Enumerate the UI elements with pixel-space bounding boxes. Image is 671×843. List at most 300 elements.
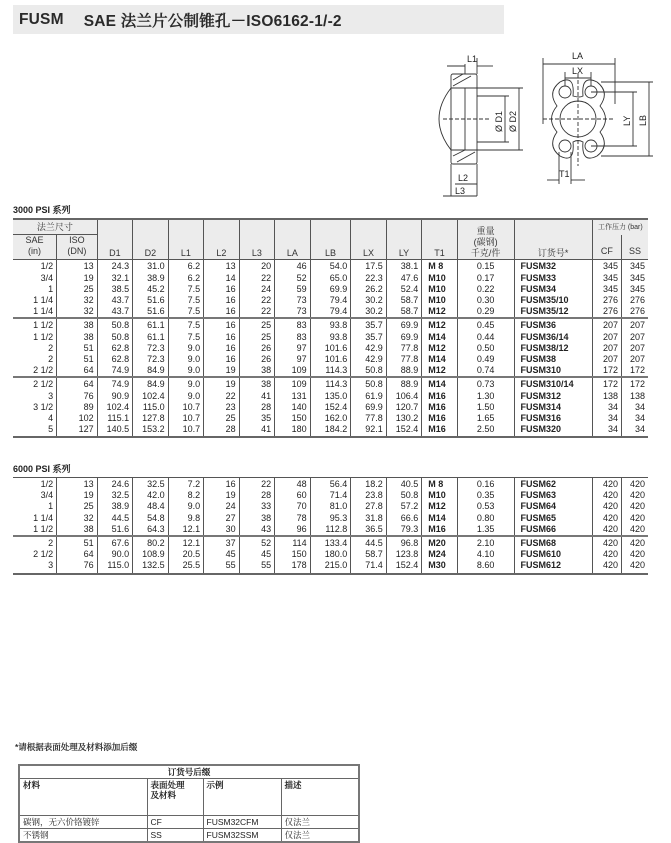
cell-order-no: FUSM66	[514, 524, 592, 536]
cell-order-no: FUSM35/10	[514, 295, 592, 306]
cell-lb: 81.0	[310, 501, 351, 512]
cell-order-no: FUSM65	[514, 513, 592, 524]
cell-d2: 102.4	[133, 391, 169, 402]
cell-d2: 61.1	[133, 332, 169, 343]
cell-sae: 2 1/2	[13, 377, 57, 390]
header-sae-unit: (in)	[28, 246, 42, 257]
cell-ss: 207	[622, 318, 648, 331]
cell-ss: 420	[622, 524, 648, 536]
cell-d1: 140.5	[97, 424, 133, 437]
table-row	[13, 413, 648, 424]
cell-la: 48	[275, 478, 311, 491]
cell-iso: 76	[57, 560, 98, 573]
cell-l3: 55	[239, 560, 275, 573]
cell-weight: 1.50	[457, 402, 514, 413]
cell-d1: 38.9	[97, 501, 133, 512]
cell-l2: 16	[204, 354, 240, 365]
cell-lb: 101.6	[310, 343, 351, 354]
header-weight-l1: 重量	[476, 225, 495, 236]
suffix-caption-row	[19, 765, 359, 779]
cell-cf: 345	[592, 260, 621, 273]
cell-ss: 172	[622, 377, 648, 390]
cell-ly: 69.9	[386, 332, 422, 343]
cell-l3: 25	[239, 332, 275, 343]
cell-iso: 25	[57, 501, 98, 512]
cell-ly: 57.2	[386, 501, 422, 512]
cell-iso: 38	[57, 524, 98, 536]
cell-order-no: FUSM612	[514, 560, 592, 573]
cell-d2: 32.5	[133, 478, 169, 491]
cell-la: 180	[275, 424, 311, 437]
header-working-pressure: 工作压力 (bar)	[592, 219, 648, 235]
cell-cf: 207	[592, 318, 621, 331]
cell-t1: M30	[422, 560, 458, 573]
cell-lb: 112.8	[310, 524, 351, 536]
cell-lx: 50.8	[351, 365, 387, 377]
header-l2: L2	[204, 219, 240, 260]
cell-ly: 77.8	[386, 354, 422, 365]
cell-lb: 180.0	[310, 549, 351, 560]
cell-la: 73	[275, 306, 311, 318]
cell-iso: 64	[57, 365, 98, 377]
cell-t1: M14	[422, 513, 458, 524]
cell-d2: 51.6	[133, 295, 169, 306]
cell-lx: 71.4	[351, 560, 387, 573]
cell-ss: 172	[622, 365, 648, 377]
cell-iso: 64	[57, 377, 98, 390]
cell-t1: M16	[422, 524, 458, 536]
cell-order-no: FUSM36/14	[514, 332, 592, 343]
cell-iso: 102	[57, 413, 98, 424]
cell-weight: 8.60	[457, 560, 514, 573]
suffix-code: SS	[147, 829, 203, 843]
cell-ly: 88.9	[386, 377, 422, 390]
cell-d1: 43.7	[97, 306, 133, 318]
cell-l3: 43	[239, 524, 275, 536]
cell-cf: 420	[592, 549, 621, 560]
suffix-row	[19, 816, 359, 829]
cell-cf: 138	[592, 391, 621, 402]
cell-weight: 0.45	[457, 318, 514, 331]
cell-t1: M12	[422, 501, 458, 512]
cell-t1: M16	[422, 424, 458, 437]
header-ss: SS	[622, 235, 648, 260]
table-row	[13, 501, 648, 512]
table-row	[13, 424, 648, 437]
header-weight-l2: (碳钢)	[473, 237, 498, 247]
cell-ss: 420	[622, 549, 648, 560]
cell-d1: 24.6	[97, 478, 133, 491]
cell-lx: 92.1	[351, 424, 387, 437]
cell-lx: 42.9	[351, 354, 387, 365]
cell-ss: 34	[622, 402, 648, 413]
cell-l1: 9.0	[168, 365, 204, 377]
cell-ly: 40.5	[386, 478, 422, 491]
table-row	[13, 260, 648, 273]
cell-l3: 52	[239, 536, 275, 549]
cell-lb: 133.4	[310, 536, 351, 549]
cell-weight: 0.16	[457, 478, 514, 491]
cell-ly: 52.4	[386, 284, 422, 295]
cell-sae: 3/4	[13, 273, 57, 284]
cell-lb: 56.4	[310, 478, 351, 491]
label-lb: LB	[638, 114, 648, 126]
cell-t1: M 8	[422, 260, 458, 273]
row-group	[13, 318, 648, 377]
cell-cf: 172	[592, 365, 621, 377]
suffix-description: 仅法兰	[281, 829, 359, 843]
cell-t1: M12	[422, 365, 458, 377]
cell-d2: 64.3	[133, 524, 169, 536]
cell-t1: M 8	[422, 478, 458, 491]
cell-d2: 48.4	[133, 501, 169, 512]
cell-d1: 115.0	[97, 560, 133, 573]
cell-t1: M20	[422, 536, 458, 549]
cell-cf: 207	[592, 354, 621, 365]
cell-iso: 32	[57, 295, 98, 306]
cell-iso: 13	[57, 260, 98, 273]
cell-ss: 420	[622, 513, 648, 524]
cell-order-no: FUSM64	[514, 501, 592, 512]
cell-l1: 9.0	[168, 377, 204, 390]
cell-weight: 1.35	[457, 524, 514, 536]
cell-l3: 33	[239, 501, 275, 512]
cell-sae: 3/4	[13, 490, 57, 501]
cell-la: 140	[275, 402, 311, 413]
cell-l2: 28	[204, 424, 240, 437]
cell-lx: 30.2	[351, 306, 387, 318]
cell-cf: 420	[592, 536, 621, 549]
cell-ly: 50.8	[386, 490, 422, 501]
table-row	[13, 490, 648, 501]
side-view-labels	[455, 54, 518, 196]
suffix-header-example: 示例	[203, 779, 281, 816]
cell-ly: 58.7	[386, 295, 422, 306]
cell-l3: 25	[239, 318, 275, 331]
cell-ly: 79.3	[386, 524, 422, 536]
cell-ss: 207	[622, 332, 648, 343]
header-lx: LX	[351, 219, 387, 260]
cell-lb: 71.4	[310, 490, 351, 501]
cell-d2: 84.9	[133, 377, 169, 390]
suffix-example: FUSM32SSM	[203, 829, 281, 843]
table-row	[13, 536, 648, 549]
cell-l3: 20	[239, 260, 275, 273]
row-group	[13, 260, 648, 319]
cell-order-no: FUSM320	[514, 424, 592, 437]
cell-iso: 51	[57, 354, 98, 365]
cell-l1: 9.8	[168, 513, 204, 524]
cell-d2: 61.1	[133, 318, 169, 331]
cell-la: 59	[275, 284, 311, 295]
cell-sae: 1	[13, 501, 57, 512]
cell-order-no: FUSM314	[514, 402, 592, 413]
cell-lb: 215.0	[310, 560, 351, 573]
table-row	[13, 377, 648, 390]
table-row	[13, 513, 648, 524]
table-row	[13, 549, 648, 560]
table-row	[13, 402, 648, 413]
header-weight	[457, 219, 514, 260]
cell-la: 150	[275, 549, 311, 560]
cell-l1: 9.0	[168, 391, 204, 402]
cell-iso: 32	[57, 306, 98, 318]
cell-la: 70	[275, 501, 311, 512]
suffix-description: 仅法兰	[281, 816, 359, 829]
cell-d1: 50.8	[97, 318, 133, 331]
cell-lx: 44.5	[351, 536, 387, 549]
cell-order-no: FUSM38	[514, 354, 592, 365]
cell-d1: 115.1	[97, 413, 133, 424]
series-3000-table	[13, 218, 648, 438]
header-d1: D1	[97, 219, 133, 260]
cell-lb: 162.0	[310, 413, 351, 424]
cell-ly: 38.1	[386, 260, 422, 273]
cell-cf: 34	[592, 402, 621, 413]
suffix-material: 不锈钢	[19, 829, 147, 843]
cell-l1: 10.7	[168, 424, 204, 437]
cell-order-no: FUSM34	[514, 284, 592, 295]
cell-lb: 93.8	[310, 332, 351, 343]
header-l1: L1	[168, 219, 204, 260]
cell-sae: 1 1/4	[13, 295, 57, 306]
cell-l3: 26	[239, 343, 275, 354]
cell-lx: 31.8	[351, 513, 387, 524]
cell-cf: 345	[592, 284, 621, 295]
cell-d2: 45.2	[133, 284, 169, 295]
cell-order-no: FUSM316	[514, 413, 592, 424]
cell-l1: 7.5	[168, 295, 204, 306]
table-row	[13, 273, 648, 284]
cell-d2: 80.2	[133, 536, 169, 549]
cell-la: 78	[275, 513, 311, 524]
cell-weight: 0.73	[457, 377, 514, 390]
cell-l2: 16	[204, 332, 240, 343]
cell-weight: 0.53	[457, 501, 514, 512]
cell-l1: 7.2	[168, 478, 204, 491]
cell-l2: 37	[204, 536, 240, 549]
cell-t1: M14	[422, 377, 458, 390]
cell-la: 83	[275, 318, 311, 331]
cell-d2: 31.0	[133, 260, 169, 273]
cell-ss: 420	[622, 501, 648, 512]
cell-ly: 47.6	[386, 273, 422, 284]
header-t1: T1	[422, 219, 458, 260]
table-row	[13, 524, 648, 536]
cell-l1: 9.0	[168, 501, 204, 512]
cell-sae: 2	[13, 536, 57, 549]
cell-lx: 42.9	[351, 343, 387, 354]
cell-l2: 55	[204, 560, 240, 573]
cell-l2: 16	[204, 343, 240, 354]
cell-l2: 19	[204, 365, 240, 377]
cell-l1: 12.1	[168, 524, 204, 536]
row-group	[13, 478, 648, 537]
cell-ss: 420	[622, 560, 648, 573]
cell-l3: 38	[239, 365, 275, 377]
cell-la: 46	[275, 260, 311, 273]
cell-la: 97	[275, 343, 311, 354]
cell-ss: 276	[622, 306, 648, 318]
cell-sae: 5	[13, 424, 57, 437]
cell-iso: 51	[57, 343, 98, 354]
cell-lb: 114.3	[310, 377, 351, 390]
cell-lb: 152.4	[310, 402, 351, 413]
cell-weight: 4.10	[457, 549, 514, 560]
cell-l1: 7.5	[168, 284, 204, 295]
cell-l3: 26	[239, 354, 275, 365]
front-view	[543, 58, 653, 184]
cell-iso: 19	[57, 273, 98, 284]
cell-ly: 130.2	[386, 413, 422, 424]
cell-order-no: FUSM63	[514, 490, 592, 501]
cell-cf: 420	[592, 501, 621, 512]
cell-weight: 2.50	[457, 424, 514, 437]
page-title-bar	[13, 5, 504, 34]
cell-d1: 32.5	[97, 490, 133, 501]
cell-lx: 36.5	[351, 524, 387, 536]
label-d1: Ø D1	[494, 110, 504, 132]
cell-l2: 16	[204, 295, 240, 306]
cell-d2: 108.9	[133, 549, 169, 560]
cell-lx: 35.7	[351, 318, 387, 331]
cell-t1: M12	[422, 306, 458, 318]
cell-d1: 67.6	[97, 536, 133, 549]
header-lb: LB	[310, 219, 351, 260]
label-la: LA	[572, 51, 584, 61]
cell-lb: 114.3	[310, 365, 351, 377]
cell-t1: M10	[422, 295, 458, 306]
cell-cf: 276	[592, 295, 621, 306]
cell-l2: 22	[204, 391, 240, 402]
cell-sae: 1	[13, 284, 57, 295]
cell-lx: 30.2	[351, 295, 387, 306]
cell-lx: 23.8	[351, 490, 387, 501]
table-row	[13, 365, 648, 377]
cell-weight: 2.10	[457, 536, 514, 549]
cell-ss: 207	[622, 343, 648, 354]
cell-la: 131	[275, 391, 311, 402]
cell-la: 109	[275, 377, 311, 390]
cell-l3: 28	[239, 402, 275, 413]
cell-lx: 69.9	[351, 402, 387, 413]
cell-order-no: FUSM312	[514, 391, 592, 402]
cell-lx: 17.5	[351, 260, 387, 273]
suffix-code: CF	[147, 816, 203, 829]
table-row	[13, 354, 648, 365]
cell-l2: 23	[204, 402, 240, 413]
label-ly: LY	[622, 115, 632, 126]
cell-t1: M10	[422, 490, 458, 501]
cell-t1: M12	[422, 318, 458, 331]
cell-l1: 6.2	[168, 260, 204, 273]
cell-d1: 90.9	[97, 391, 133, 402]
row-group	[13, 536, 648, 574]
cell-d2: 153.2	[133, 424, 169, 437]
series-6000-title: 6000 PSI 系列	[13, 464, 71, 474]
cell-lx: 18.2	[351, 478, 387, 491]
cell-ly: 58.7	[386, 306, 422, 318]
cell-ss: 276	[622, 295, 648, 306]
table-row	[13, 295, 648, 306]
cell-cf: 345	[592, 273, 621, 284]
cell-cf: 420	[592, 560, 621, 573]
header-flange-size: 法兰尺寸	[13, 219, 97, 235]
cell-t1: M16	[422, 413, 458, 424]
cell-t1: M12	[422, 343, 458, 354]
suffix-header-description: 描述	[281, 779, 359, 816]
table-row	[13, 306, 648, 318]
cell-l2: 14	[204, 273, 240, 284]
label-lx: LX	[572, 66, 584, 76]
cell-t1: M10	[422, 273, 458, 284]
cell-l2: 13	[204, 260, 240, 273]
label-t1: T1	[559, 169, 570, 179]
cell-weight: 0.29	[457, 306, 514, 318]
cell-ss: 345	[622, 273, 648, 284]
cell-l2: 30	[204, 524, 240, 536]
cell-la: 73	[275, 295, 311, 306]
series-6000-table	[13, 477, 648, 575]
cell-sae: 3	[13, 560, 57, 573]
footnote: *请根据表面处理及材料添加后缀	[15, 742, 138, 752]
cell-ly: 120.7	[386, 402, 422, 413]
cell-sae: 4	[13, 413, 57, 424]
cell-l2: 45	[204, 549, 240, 560]
cell-l1: 7.5	[168, 318, 204, 331]
cell-weight: 0.74	[457, 365, 514, 377]
cell-t1: M24	[422, 549, 458, 560]
header-la: LA	[275, 219, 311, 260]
cell-order-no: FUSM38/12	[514, 343, 592, 354]
cell-iso: 13	[57, 478, 98, 491]
cell-weight: 0.49	[457, 354, 514, 365]
cell-d2: 132.5	[133, 560, 169, 573]
cell-l1: 6.2	[168, 273, 204, 284]
cell-weight: 0.35	[457, 490, 514, 501]
cell-sae: 1 1/2	[13, 524, 57, 536]
cell-sae: 1 1/2	[13, 318, 57, 331]
cell-sae: 1/2	[13, 478, 57, 491]
cell-lb: 184.2	[310, 424, 351, 437]
cell-ly: 152.4	[386, 424, 422, 437]
cell-la: 97	[275, 354, 311, 365]
cell-l2: 16	[204, 284, 240, 295]
cell-order-no: FUSM32	[514, 260, 592, 273]
cell-l3: 24	[239, 284, 275, 295]
cell-l3: 41	[239, 391, 275, 402]
cell-l3: 45	[239, 549, 275, 560]
cell-l3: 22	[239, 273, 275, 284]
cell-t1: M16	[422, 391, 458, 402]
page-title: SAE 法兰片公制锥孔－ISO6162-1/-2	[83, 12, 342, 30]
cell-cf: 34	[592, 413, 621, 424]
cell-iso: 51	[57, 536, 98, 549]
cell-iso: 25	[57, 284, 98, 295]
cell-lb: 95.3	[310, 513, 351, 524]
cell-lb: 54.0	[310, 260, 351, 273]
cell-l2: 19	[204, 490, 240, 501]
series-3000-title: 3000 PSI 系列	[13, 205, 71, 215]
header-sae	[13, 235, 57, 260]
cell-t1: M14	[422, 332, 458, 343]
cell-d1: 44.5	[97, 513, 133, 524]
cell-l2: 24	[204, 501, 240, 512]
suffix-table	[18, 764, 360, 843]
cell-d2: 84.9	[133, 365, 169, 377]
header-ly: LY	[386, 219, 422, 260]
cell-ss: 207	[622, 354, 648, 365]
